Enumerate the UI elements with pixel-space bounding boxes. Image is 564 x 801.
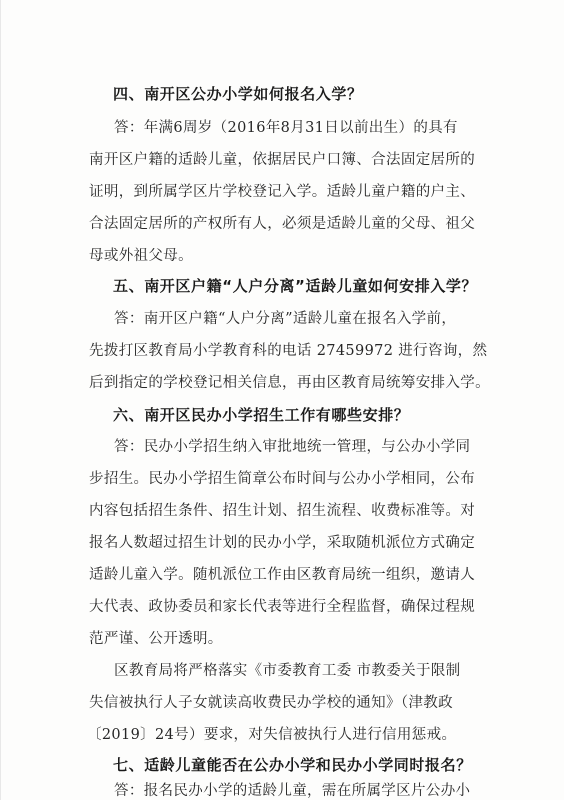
paragraph-line: 后到指定的学校登记相关信息，再由区教育局统筹安排入学。 bbox=[89, 375, 490, 391]
section-heading-6: 六、南开区民办小学招生工作有哪些安排？ bbox=[113, 406, 410, 424]
paragraph-line: 答：民办小学招生纳入审批地统一管理，与公办小学同 bbox=[114, 439, 471, 455]
paragraph-line: 〔2019〕24号）要求，对失信被执行人进行信用惩戒。 bbox=[87, 727, 457, 743]
paragraph-line: 答：年满6周岁（2016年8月31日以前出生）的具有 bbox=[114, 120, 458, 136]
paragraph-line: 步招生。民办小学招生简章公布时间与公办小学相同，公布 bbox=[89, 471, 476, 487]
paragraph-line: 内容包括招生条件、招生计划、招生流程、收费标准等。对 bbox=[89, 503, 476, 519]
paragraph-line: 失信被执行人子女就读高收费民办学校的通知》（津教政 bbox=[89, 695, 453, 711]
paragraph-line: 报名人数超过招生计划的民办小学，采取随机派位方式确定 bbox=[89, 535, 476, 551]
section-heading-4: 四、南开区公办小学如何报名入学？ bbox=[113, 85, 363, 103]
paragraph-line: 大代表、政协委员和家长代表等进行全程监督，确保过程规 bbox=[89, 599, 476, 615]
paragraph-line: 合法固定居所的产权所有人，必须是适龄儿童的父母、祖父 bbox=[89, 216, 476, 232]
section-heading-5: 五、南开区户籍“人户分离”适龄儿童如何安排入学？ bbox=[113, 277, 478, 295]
paragraph-line: 母或外祖父母。 bbox=[89, 248, 193, 264]
paragraph-line: 适龄儿童入学。随机派位工作由区教育局统一组织，邀请人 bbox=[89, 567, 476, 583]
paragraph-line: 答：南开区户籍“人户分离”适龄儿童在报名入学前， bbox=[114, 311, 457, 327]
section-heading-7: 七、适龄儿童能否在公办小学和民办小学同时报名？ bbox=[113, 756, 472, 774]
paragraph-line: 南开区户籍的适龄儿童，依据居民户口簿、合法固定居所的 bbox=[89, 152, 476, 168]
paragraph-line: 区教育局将严格落实《市委教育工委 市教委关于限制 bbox=[114, 663, 461, 679]
paragraph-line: 先拨打区教育局小学教育科的电话 27459972 进行咨询，然 bbox=[89, 343, 488, 359]
paragraph-line: 范严谨、公开透明。 bbox=[89, 631, 223, 647]
paragraph-line: 证明，到所属学区片学校登记入学。适龄儿童户籍的户主、 bbox=[89, 184, 476, 200]
paragraph-line: 答：报名民办小学的适龄儿童，需在所属学区片公办小 bbox=[114, 783, 471, 799]
